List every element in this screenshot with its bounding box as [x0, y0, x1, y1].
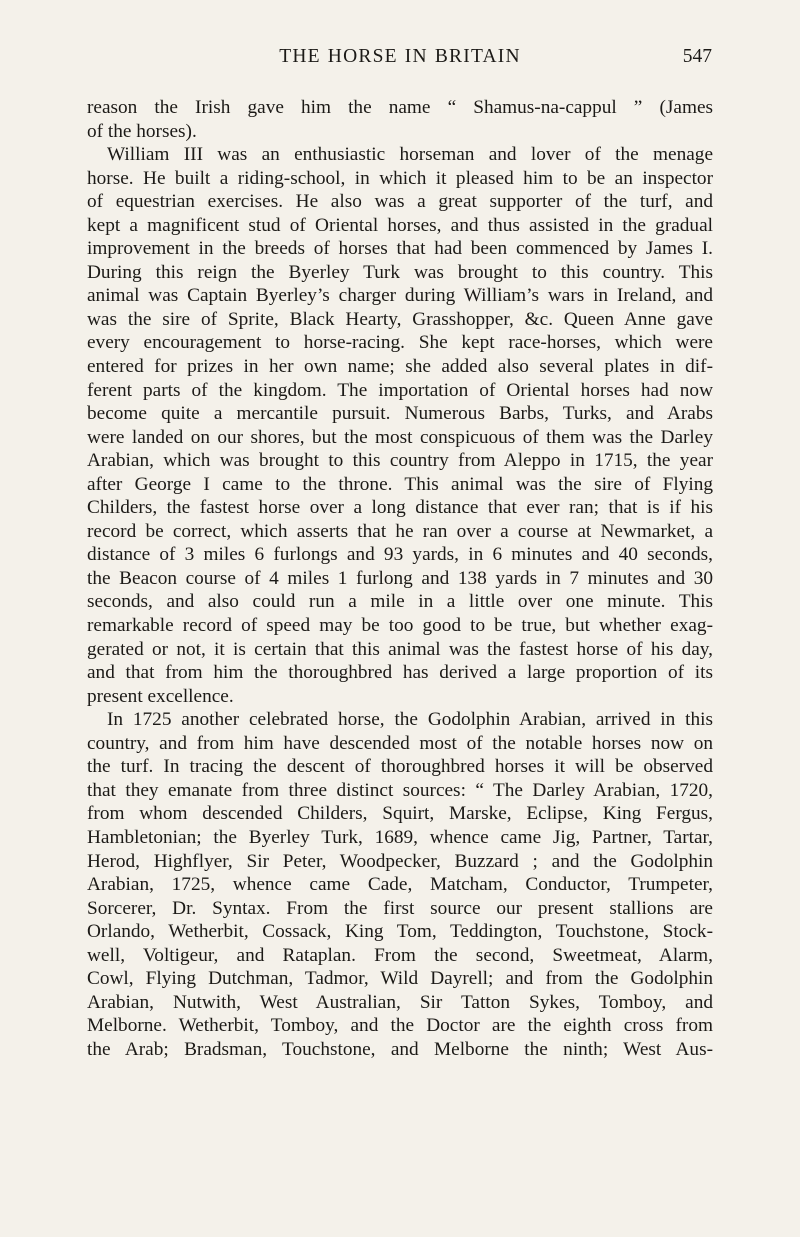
- text-line: William III was an enthusiastic horseman and lover of the menage: [107, 144, 713, 166]
- text-line: well, Voltigeur, and Rataplan. From the second, Sweetmeat, Alarm,: [87, 944, 713, 966]
- running-title: THE HORSE IN BRITAIN: [279, 46, 521, 67]
- text-line: that they emanate from three distinct sources: “ The Darley Arabian, 1720,: [87, 779, 713, 801]
- text-line: In 1725 another celebrated horse, the Godolphin Arabian, arrived in this: [107, 709, 713, 731]
- text-line: of the horses).: [87, 120, 197, 142]
- text-line: Cowl, Flying Dutchman, Tadmor, Wild Dayrell; and from the Godolphin: [87, 968, 713, 990]
- text-line: of equestrian exercises. He also was a great supporter of the turf, and: [87, 191, 713, 213]
- text-line: Arabian, Nutwith, West Australian, Sir Tatton Sykes, Tomboy, and: [87, 991, 713, 1013]
- text-line: animal was Captain Byerley’s charger during William’s wars in Ireland, and: [87, 285, 713, 307]
- text-line: record be correct, which asserts that he ran over a course at Newmarket, a: [87, 520, 713, 542]
- text-line: Childers, the fastest horse over a long distance that ever ran; that is if his: [87, 497, 713, 519]
- text-line: remarkable record of speed may be too good to be true, but whether exag-: [87, 615, 713, 637]
- text-line: was the sire of Sprite, Black Hearty, Grasshopper, &c. Queen Anne gave: [87, 308, 713, 330]
- text-line: every encouragement to horse-racing. She kept race-horses, which were: [87, 332, 713, 354]
- text-line: gerated or not, it is certain that this animal was the fastest horse of his day,: [87, 638, 713, 660]
- text-line: ferent parts of the kingdom. The importation of Oriental horses had now: [87, 379, 713, 401]
- text-line: reason the Irish gave him the name “ Shamus-na-cappul ” (James: [87, 97, 713, 118]
- text-line: distance of 3 miles 6 furlongs and 93 yards, in 6 minutes and 40 seconds,: [87, 544, 713, 566]
- text-line: Sorcerer, Dr. Syntax. From the first source our present stallions are: [87, 897, 713, 919]
- page-number: 547: [682, 46, 712, 67]
- text-line: horse. He built a riding-school, in which it pleased him to be an inspector: [87, 167, 713, 189]
- text-line: country, and from him have descended most of the notable horses now on: [87, 732, 713, 754]
- body-text: [87, 96, 713, 1061]
- text-line: improvement in the breeds of horses that had been commenced by James I.: [87, 238, 713, 260]
- text-line: Hambletonian; the Byerley Turk, 1689, whence came Jig, Partner, Tartar,: [87, 826, 713, 848]
- text-line: seconds, and also could run a mile in a little over one minute. This: [87, 591, 713, 613]
- text-line: were landed on our shores, but the most conspicuous of them was the Darley: [87, 426, 713, 448]
- text-line: become quite a mercantile pursuit. Numerous Barbs, Turks, and Arabs: [87, 403, 713, 425]
- text-line: Arabian, 1725, whence came Cade, Matcham, Conductor, Trumpeter,: [87, 874, 713, 896]
- text-line: after George I came to the throne. This animal was the sire of Flying: [87, 473, 713, 495]
- text-line: the Beacon course of 4 miles 1 furlong and 138 yards in 7 minutes and 30: [87, 567, 713, 589]
- text-line: Arabian, which was brought to this country from Aleppo in 1715, the year: [87, 450, 713, 472]
- text-line: Orlando, Wetherbit, Cossack, King Tom, Teddington, Touchstone, Stock-: [87, 921, 713, 943]
- text-line: present excellence.: [87, 685, 234, 707]
- running-head: [0, 46, 800, 76]
- text-line: and that from him the thoroughbred has derived a large proportion of its: [87, 662, 713, 684]
- text-line: from whom descended Childers, Squirt, Marske, Eclipse, King Fergus,: [87, 803, 713, 825]
- text-line: the Arab; Bradsman, Touchstone, and Melborne the ninth; West Aus-: [87, 1038, 713, 1060]
- text-line: During this reign the Byerley Turk was brought to this country. This: [87, 261, 713, 283]
- text-line: Melborne. Wetherbit, Tomboy, and the Doctor are the eighth cross from: [87, 1015, 713, 1037]
- text-line: kept a magnificent stud of Oriental horses, and thus assisted in the gradual: [87, 214, 713, 236]
- text-line: the turf. In tracing the descent of thoroughbred horses it will be observed: [87, 756, 713, 778]
- text-line: Herod, Highflyer, Sir Peter, Woodpecker, Buzzard ; and the Godolphin: [87, 850, 713, 872]
- text-line: entered for prizes in her own name; she added also several plates in dif-: [87, 356, 713, 378]
